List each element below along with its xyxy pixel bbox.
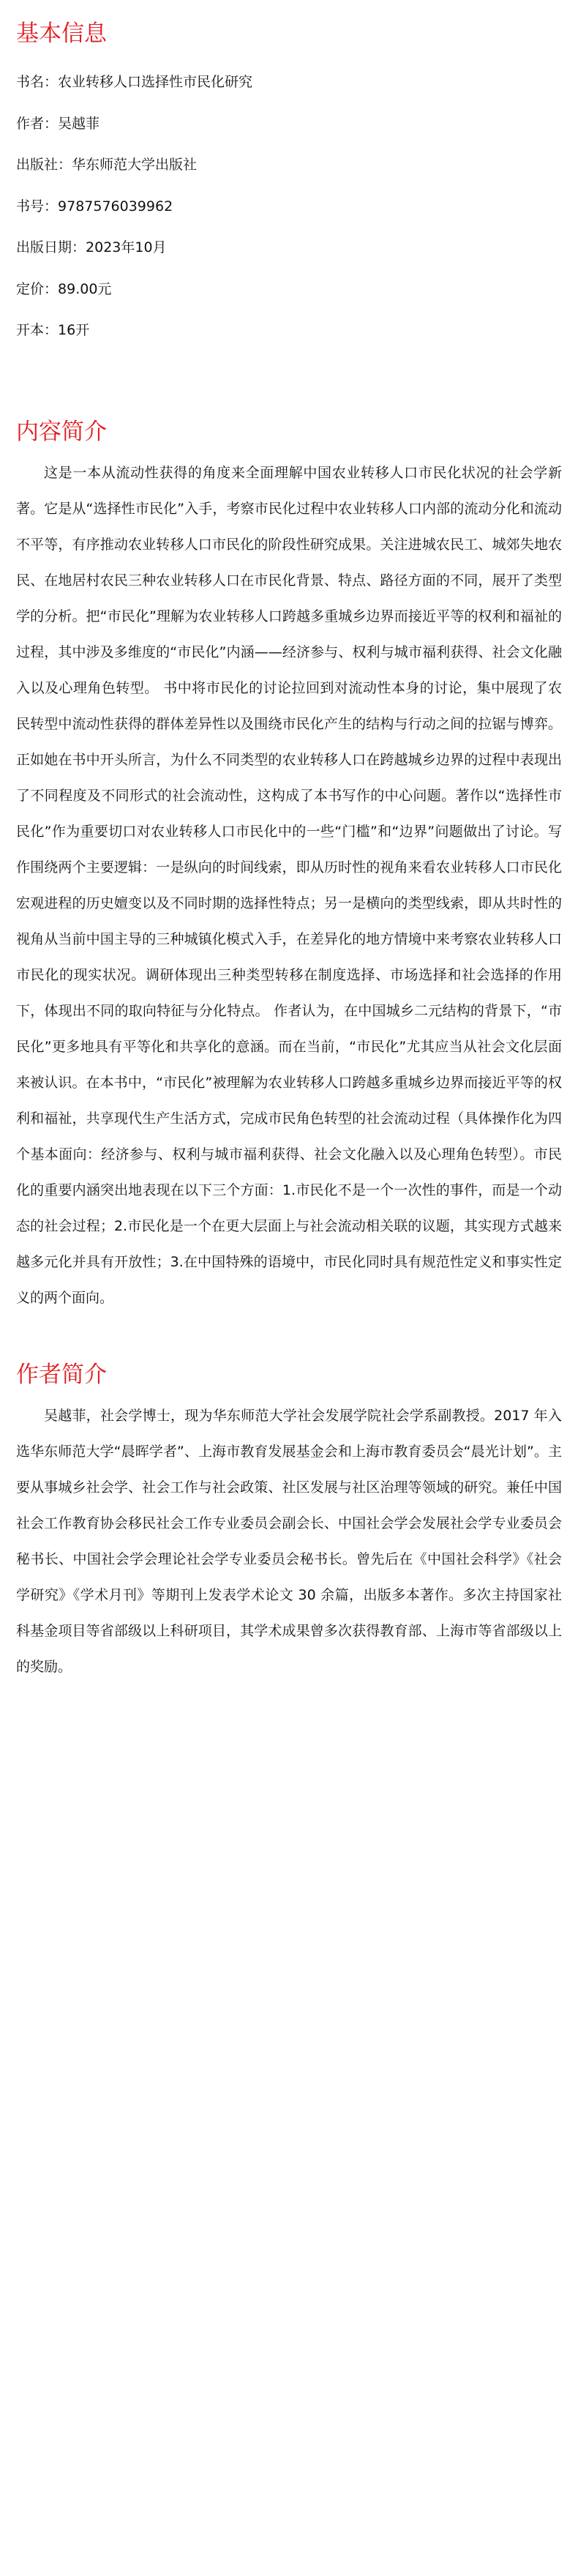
info-value: 16开 bbox=[58, 322, 90, 338]
description-text: 这是一本从流动性获得的角度来全面理解中国农业转移人口市民化状况的社会学新著。它是从“选择性市民化”入手，考察市民化过程中农业转移人口内部的流动分化和流动不平等，有序推动农业转移人口市民化的阶段性研究成果。关注进城农民工、城郊失地农民、在地居村农民三种农业转移人口在市民化背景、特点、路径方面的不同，展开了类型学的分析。把“市民化”理解为农业转移人口跨越多重城乡边界而接近平等的权利和福祉的过程，其中涉及多维度的“市民化”内涵——经济参与、权利与城市福利获得、社会文化融入以及心理角色转型。 书中将市民化的讨论拉回到对流动性本身的讨论，集中展现了农民转型中流动性获得的群体差异性以及围绕市民化产生的结构与行动之间的拉锯与博弈。正如她在书中开头所言，为什么不同类型的农业转移人口在跨越城乡边界的过程中表现出了不同程度及不同形式的社会流动性，这构成了本书写作的中心问题。著作以“选择性市民化”作为重要切口对农业转移人口市民化中的一些“门槛”和“边界”问题做出了讨论。写作围绕两个主要逻辑：一是纵向的时间线索，即从历时性的视角来看农业转移人口市民化宏观进程的历史嬗变以及不同时期的选择性特点；另一是横向的类型线索，即从共时性的视角从当前中国主导的三种城镇化模式入手，在差异化的地方情境中来考察农业转移人口市民化的现实状况。调研体现出三种类型转移在制度选择、市场选择和社会选择的作用下，体现出不同的取向特征与分化特点。 作者认为，在中国城乡二元结构的背景下，“市民化”更多地具有平等化和共享化的意涵。而在当前，“市民化”尤其应当从社会文化层面来被认识。在本书中，“市民化”被理解为农业转移人口跨越多重城乡边界而接近平等的权利和福祉，共享现代生产生活方式，完成市民角色转型的社会流动过程（具体操作化为四个基本面向：经济参与、权利与城市福利获得、社会文化融入以及心理角色转型）。市民化的重要内涵突出地表现在以下三个方面：1.市民化不是一个一次性的事件，而是一个动态的社会过程；2.市民化是一个在更大层面上与社会流动相关联的议题，其实现方式越来越多元化并具有开放性；3.在中国特殊的语境中，市民化同时具有规范性定义和事实性定义的两个面向。 bbox=[16, 464, 562, 1306]
info-row-format bbox=[16, 310, 562, 351]
info-label: 开本： bbox=[16, 322, 59, 338]
basic-info-section bbox=[16, 19, 562, 351]
info-label: 出版社： bbox=[16, 157, 72, 173]
info-value: 2023年10月 bbox=[86, 239, 167, 255]
info-value: 吴越菲 bbox=[58, 115, 100, 132]
info-row-pub-date bbox=[16, 227, 562, 269]
description-heading: 内容简介 bbox=[16, 418, 107, 445]
info-label: 书名： bbox=[16, 74, 59, 90]
info-row-price bbox=[16, 269, 562, 310]
info-label: 出版日期： bbox=[16, 239, 86, 255]
info-row-publisher bbox=[16, 144, 562, 186]
info-label: 作者： bbox=[16, 115, 59, 132]
author-heading: 作者简介 bbox=[16, 1361, 107, 1388]
basic-info-heading: 基本信息 bbox=[16, 20, 107, 47]
info-label: 定价： bbox=[16, 280, 59, 297]
section-spacer bbox=[16, 1316, 562, 1360]
info-value: 89.00元 bbox=[58, 280, 112, 297]
info-row-author bbox=[16, 103, 562, 145]
author-section bbox=[16, 1360, 562, 1685]
info-row-title bbox=[16, 61, 562, 103]
description-section bbox=[16, 417, 562, 1316]
info-value: 9787576039962 bbox=[58, 198, 173, 214]
section-spacer bbox=[16, 351, 562, 417]
info-label: 书号： bbox=[16, 198, 59, 214]
basic-info-list bbox=[16, 61, 562, 351]
author-bio-text: 吴越菲，社会学博士，现为华东师范大学社会发展学院社会学系副教授。2017 年入选华东师范大学“晨晖学者”、上海市教育发展基金会和上海市教育委员会“晨光计划”。主要从事城乡社会学、社会工作与社会政策、社区发展与社区治理等领域的研究。兼任中国社会工作教育协会移民社会工作专业委员会副会长、中国社会学会发展社会学专业委员会秘书长、中国社会学会理论社会学专业委员会秘书长。曾先后在《中国社会科学》《社会学研究》《学术月刊》等期刊上发表学术论文 30 余篇，出版多本著作。多次主持国家社科基金项目等省部级以上科研项目，其学术成果曾多次获得教育部、上海市等省部级以上的奖励。 bbox=[16, 1407, 562, 1675]
info-value: 华东师范大学出版社 bbox=[72, 157, 198, 173]
info-value: 农业转移人口选择性市民化研究 bbox=[58, 74, 253, 90]
info-row-isbn bbox=[16, 186, 562, 228]
